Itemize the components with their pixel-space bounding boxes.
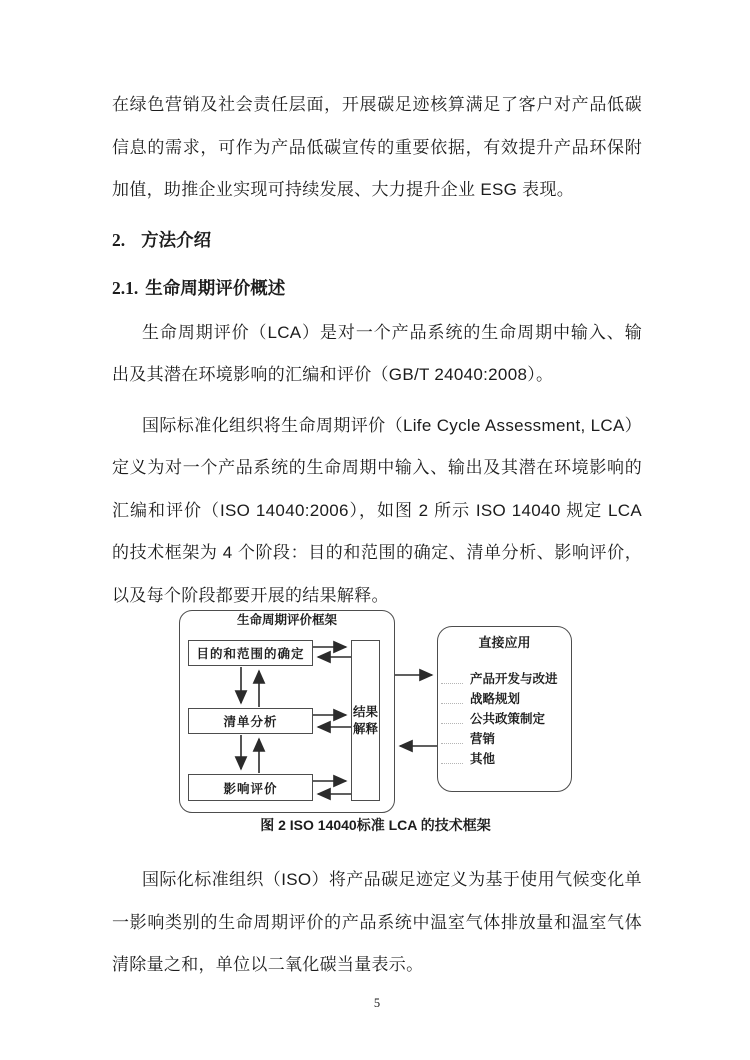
lca-framework-label: 生命周期评价框架 — [236, 613, 337, 627]
heading-methods — [112, 229, 642, 251]
heading-lca-overview — [112, 277, 642, 299]
list-item-other: 其他 — [438, 749, 571, 769]
page-number: 5 — [373, 995, 381, 1010]
heading-lca-overview-text: 生命周期评价概述 — [145, 277, 286, 298]
box-impact-assessment: 影响评价 — [188, 774, 313, 801]
direct-applications-title: 直接应用 — [478, 635, 531, 650]
paragraph-green-marketing: 在绿色营销及社会责任层面，开展碳足迹核算满足了客户对产品低碳信息的需求，可作为产品低碳宣传的重要依据，有效提升产品环保附加值，助推企业实现可持续发展、大力提升企业 ESG 表现。 — [112, 95, 642, 199]
list-item-public-policy: 公共政策制定 — [438, 709, 571, 729]
box-direct-applications — [437, 626, 572, 792]
paragraph-iso-definition: 国际标准化组织将生命周期评价（Life Cycle Assessment, LCA）定义为对一个产品系统的生命周期中输入、输出及其潜在环境影响的汇编和评价（ISO 14040:2006），如图 2 所示 ISO 14040 规定 LCA 的技术框架为 4 个阶段：目的和范围的确定、清单分析、影响评价，以及每个阶段都要开展的结果解释。 — [112, 415, 642, 605]
box-inventory-analysis: 清单分析 — [188, 708, 313, 734]
box-interpretation — [351, 640, 380, 801]
list-item-strategic-planning: 战略规划 — [438, 689, 571, 709]
heading-lca-overview-number: 2.1. — [112, 277, 139, 298]
paragraph-carbon-footprint-definition: 国际化标准组织（ISO）将产品碳足迹定义为基于使用气候变化单一影响类别的生命周期评价的产品系统中温室气体排放量和温室气体清除量之和，单位以二氧化碳当量表示。 — [112, 870, 642, 974]
paragraph-lca-definition: 生命周期评价（LCA）是对一个产品系统的生命周期中输入、输出及其潜在环境影响的汇编和评价（GB/T 24040:2008）。 — [112, 322, 642, 384]
heading-methods-number: 2. — [112, 229, 126, 250]
figure-caption: 图 2 ISO 14040标准 LCA 的技术框架 — [260, 817, 491, 833]
list-item-product-development: 产品开发与改进 — [438, 669, 571, 689]
list-item-marketing: 营销 — [438, 729, 571, 749]
figure-lca-framework — [112, 609, 642, 845]
heading-methods-text: 方法介绍 — [141, 229, 212, 250]
direct-applications-list — [438, 669, 571, 769]
interpretation-line-2: 解释 — [352, 721, 378, 736]
box-goal-and-scope: 目的和范围的确定 — [188, 640, 313, 666]
interpretation-line-1: 结果 — [352, 704, 378, 719]
page-content — [112, 0, 642, 1011]
